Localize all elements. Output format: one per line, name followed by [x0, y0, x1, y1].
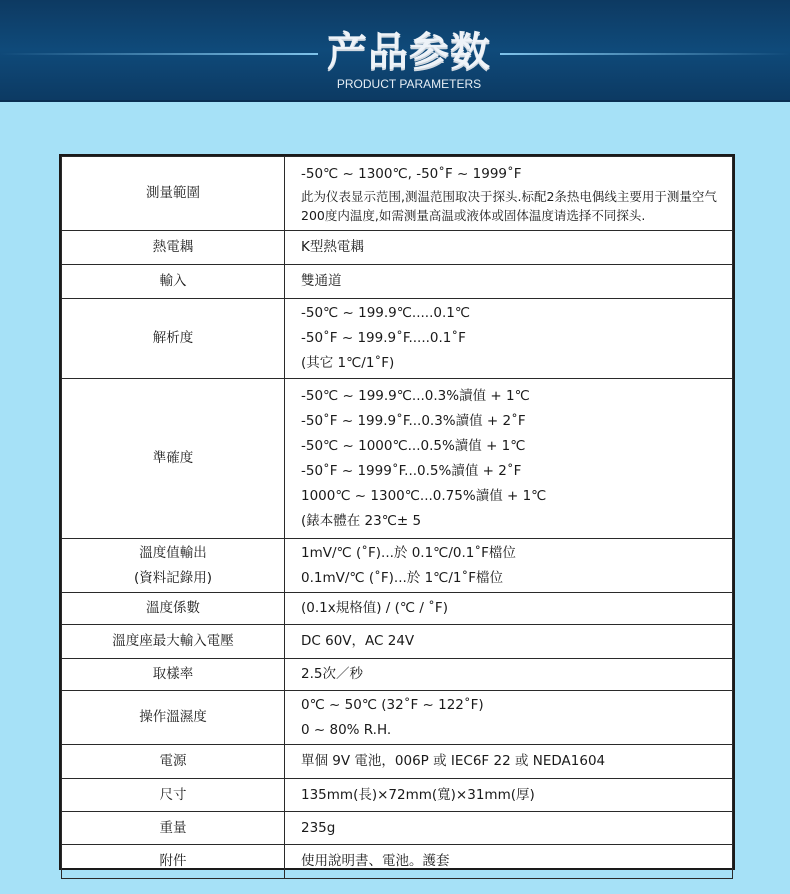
spec-value: -50˚F ~ 199.9˚F...0.3%讀值 + 2˚F — [301, 412, 526, 429]
spec-label-cell — [62, 593, 285, 625]
spec-value: -50˚F ~ 199.9˚F.....0.1˚F — [301, 330, 466, 346]
spec-row — [62, 659, 733, 691]
spec-row — [62, 379, 733, 539]
spec-value: DC 60V，AC 24V — [301, 633, 415, 649]
spec-value-cell — [285, 593, 733, 625]
spec-value: 0 ~ 80% R.H. — [301, 721, 392, 738]
spec-row — [62, 745, 733, 779]
spec-value: 2.5次／秒 — [301, 666, 363, 682]
spec-label: 解析度 — [152, 330, 194, 346]
header-divider-left — [0, 53, 318, 55]
spec-label-cell — [62, 812, 285, 845]
spec-value-cell — [285, 625, 733, 659]
spec-value: 1000℃ ~ 1300℃...0.75%讀值 + 1℃ — [301, 487, 547, 504]
spec-label-cell — [62, 265, 285, 299]
spec-value-cell — [285, 379, 733, 539]
spec-label-cell — [62, 745, 285, 779]
spec-label: 取樣率 — [152, 666, 194, 682]
header-divider-right — [500, 53, 790, 55]
spec-label-cell — [62, 779, 285, 812]
spec-value: (其它 1℃/1˚F) — [301, 355, 395, 371]
spec-value: -50℃ ~ 199.9℃.....0.1℃ — [301, 305, 471, 321]
spec-row — [62, 265, 733, 299]
spec-value: 使用說明書、電池。護套 — [301, 853, 450, 869]
spec-value-cell — [285, 845, 733, 879]
page-title: 产品参数 — [327, 29, 491, 75]
spec-label: 尺寸 — [159, 786, 187, 803]
spec-label: 輸入 — [159, 273, 187, 289]
spec-value-cell — [285, 299, 733, 379]
spec-label-cell — [62, 379, 285, 539]
spec-value: K型熱電耦 — [301, 239, 364, 255]
spec-value: (錶本體在 23℃± 5 — [301, 512, 422, 529]
spec-label: (資料記錄用) — [133, 569, 213, 586]
spec-value-cell — [285, 779, 733, 812]
spec-row — [62, 625, 733, 659]
spec-row — [62, 539, 733, 593]
spec-row — [62, 231, 733, 265]
spec-value: 此为仪表显示范围,测温范围取决于探头.标配2条热电偶线主要用于测量空气200度内温度,如需测量高温或液体或固体温度请选择不同探头. — [301, 189, 717, 223]
spec-label: 溫度係數 — [146, 600, 200, 616]
spec-label-cell — [62, 157, 285, 231]
header-banner — [0, 0, 790, 102]
spec-value-cell — [285, 231, 733, 265]
spec-label-cell — [62, 539, 285, 593]
spec-label: 測量範圍 — [146, 185, 200, 201]
spec-label: 準確度 — [152, 450, 194, 466]
spec-label: 熱電耦 — [152, 239, 194, 255]
spec-label-cell — [62, 659, 285, 691]
spec-value: -50℃ ~ 1300℃, -50˚F ~ 1999˚F — [301, 166, 522, 182]
spec-label: 溫度座最大輸入電壓 — [112, 633, 234, 649]
spec-value-cell — [285, 812, 733, 845]
spec-row — [62, 779, 733, 812]
spec-value-cell — [285, 745, 733, 779]
spec-value-cell — [285, 659, 733, 691]
spec-label-cell — [62, 691, 285, 745]
spec-label-cell — [62, 231, 285, 265]
spec-row — [62, 812, 733, 845]
spec-row — [62, 299, 733, 379]
spec-value: 135mm(長)×72mm(寬)×31mm(厚) — [301, 786, 535, 803]
spec-value-cell — [285, 157, 733, 231]
spec-label: 操作溫濕度 — [139, 709, 207, 725]
spec-value: 單個 9V 電池，006P 或 IEC6F 22 或 NEDA1604 — [301, 753, 606, 769]
spec-row — [62, 845, 733, 879]
spec-label: 溫度值輸出 — [139, 544, 207, 561]
spec-table — [59, 154, 735, 870]
spec-row — [62, 157, 733, 231]
spec-row — [62, 691, 733, 745]
spec-value: 0.1mV/℃ (˚F)...於 1℃/1˚F檔位 — [301, 569, 503, 586]
spec-value: 雙通道 — [301, 273, 342, 289]
spec-value: 1mV/℃ (˚F)...於 0.1℃/0.1˚F檔位 — [301, 544, 516, 561]
spec-label: 電源 — [159, 753, 187, 769]
spec-label: 重量 — [159, 819, 187, 836]
spec-value: 0℃ ~ 50℃ (32˚F ~ 122˚F) — [301, 696, 484, 713]
spec-value: -50℃ ~ 1000℃...0.5%讀值 + 1℃ — [301, 437, 526, 454]
page-subtitle: PRODUCT PARAMETERS — [336, 77, 482, 91]
spec-value-cell — [285, 539, 733, 593]
spec-value-cell — [285, 691, 733, 745]
spec-value: -50℃ ~ 199.9℃...0.3%讀值 + 1℃ — [301, 387, 530, 404]
spec-label-cell — [62, 845, 285, 879]
spec-label-cell — [62, 299, 285, 379]
spec-row — [62, 593, 733, 625]
spec-value: (0.1x規格值) / (℃ / ˚F) — [301, 600, 448, 616]
spec-value: -50˚F ~ 1999˚F...0.5%讀值 + 2˚F — [301, 462, 522, 479]
spec-label-cell — [62, 625, 285, 659]
spec-value: 235g — [301, 819, 336, 836]
spec-value-cell — [285, 265, 733, 299]
spec-label: 附件 — [159, 853, 187, 869]
